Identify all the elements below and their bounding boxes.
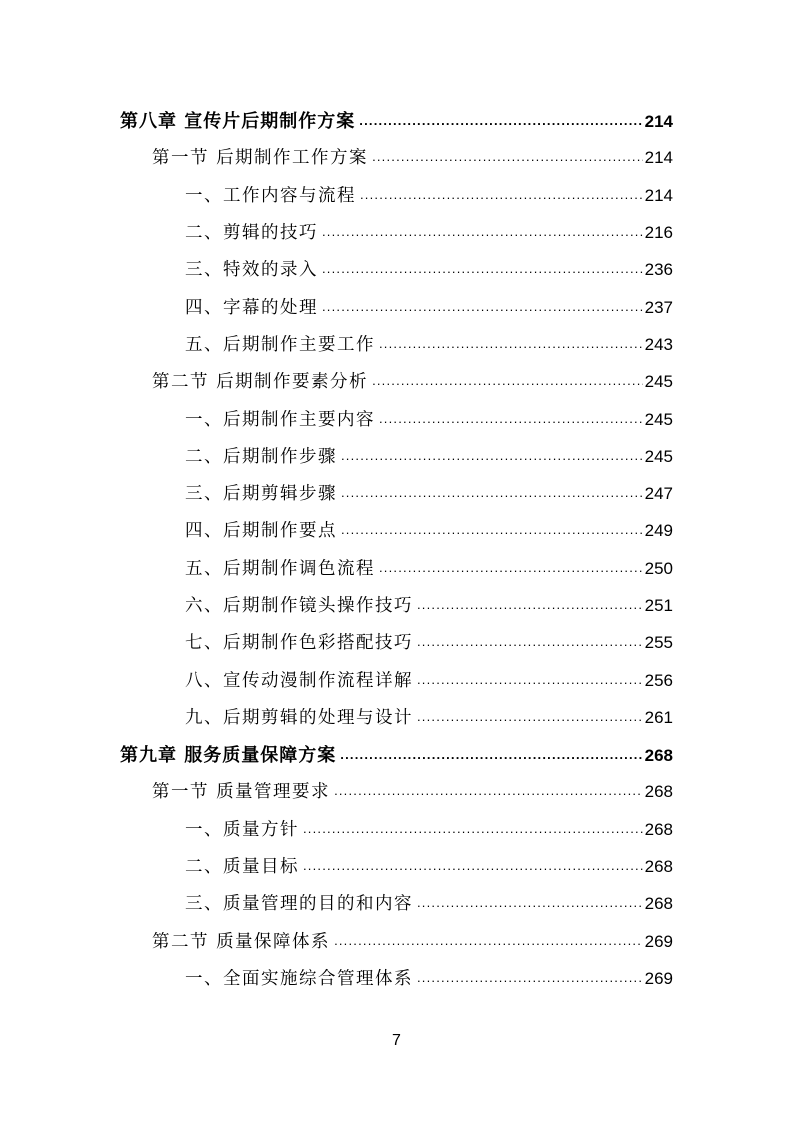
toc-entry-label: 四、后期制作要点	[185, 521, 337, 542]
dot-leader	[417, 597, 643, 612]
toc-entry-item[interactable]	[0, 847, 793, 884]
toc-entry-label: 第八章 宣传片后期制作方案	[120, 110, 356, 132]
dot-leader	[322, 224, 643, 239]
dot-leader	[417, 672, 643, 687]
toc-entry-label: 一、全面实施综合管理体系	[185, 968, 413, 989]
toc-entry-item[interactable]	[0, 213, 793, 250]
toc-entry-page: 237	[644, 297, 673, 317]
toc-entry-section[interactable]	[0, 362, 793, 399]
toc-entry-label: 八、宣传动漫制作流程详解	[185, 670, 413, 691]
dot-leader	[417, 709, 643, 724]
toc-entry-section[interactable]	[0, 772, 793, 809]
toc-entry-page: 251	[644, 596, 673, 615]
table-of-contents	[0, 101, 793, 996]
toc-entry-item[interactable]	[0, 325, 793, 362]
toc-entry-page: 245	[644, 446, 673, 466]
toc-entry-item[interactable]	[0, 549, 793, 586]
toc-entry-item[interactable]	[0, 250, 793, 287]
toc-entry-label: 一、工作内容与流程	[185, 185, 356, 206]
toc-entry-item[interactable]	[0, 287, 793, 324]
toc-entry-page: 250	[644, 558, 673, 578]
toc-entry-page: 245	[644, 409, 673, 429]
toc-entry-page: 245	[644, 372, 673, 392]
dot-leader	[303, 858, 643, 873]
toc-entry-item[interactable]	[0, 698, 793, 735]
toc-entry-item[interactable]	[0, 623, 793, 660]
toc-entry-label: 第一节 质量管理要求	[152, 782, 331, 803]
toc-entry-label: 第一节 后期制作工作方案	[152, 148, 369, 169]
toc-entry-item[interactable]	[0, 810, 793, 847]
dot-leader	[322, 261, 643, 276]
toc-entry-page: 214	[644, 111, 673, 131]
toc-entry-label: 六、后期制作镜头操作技巧	[185, 596, 413, 616]
toc-entry-item[interactable]	[0, 176, 793, 213]
dot-leader	[334, 783, 643, 798]
toc-entry-label: 三、特效的录入	[185, 260, 318, 281]
toc-entry-label: 二、后期制作步骤	[185, 446, 337, 467]
toc-entry-label: 五、后期制作主要工作	[185, 334, 375, 355]
toc-entry-page: 214	[644, 185, 673, 205]
toc-entry-page: 268	[644, 745, 673, 765]
dot-leader	[322, 299, 643, 314]
toc-entry-label: 二、质量目标	[185, 857, 299, 878]
toc-entry-page: 214	[644, 148, 673, 168]
toc-entry-label: 三、后期剪辑步骤	[185, 484, 337, 505]
toc-entry-section[interactable]	[0, 138, 793, 175]
toc-entry-page: 249	[644, 521, 673, 541]
toc-entry-item[interactable]	[0, 511, 793, 548]
toc-entry-page: 269	[644, 931, 673, 951]
toc-entry-page: 255	[644, 633, 673, 653]
toc-entry-label: 二、剪辑的技巧	[185, 223, 318, 244]
toc-entry-page: 236	[644, 260, 673, 280]
toc-entry-item[interactable]	[0, 474, 793, 511]
dot-leader	[379, 336, 643, 351]
toc-entry-item[interactable]	[0, 586, 793, 623]
toc-entry-page: 269	[644, 968, 673, 988]
toc-entry-item[interactable]	[0, 399, 793, 436]
toc-entry-item[interactable]	[0, 884, 793, 921]
toc-entry-label: 第九章 服务质量保障方案	[120, 744, 337, 766]
dot-leader	[303, 821, 643, 836]
toc-entry-label: 四、字幕的处理	[185, 297, 318, 318]
toc-entry-page: 256	[644, 670, 673, 690]
toc-entry-page: 268	[644, 857, 673, 877]
toc-entry-chapter-8[interactable]	[0, 101, 793, 138]
dot-leader	[372, 373, 643, 388]
toc-entry-page: 243	[644, 334, 673, 354]
toc-entry-page: 268	[644, 894, 673, 914]
dot-leader	[341, 522, 643, 537]
dot-leader	[379, 560, 643, 575]
toc-entry-chapter-9[interactable]	[0, 735, 793, 772]
dot-leader	[341, 485, 643, 500]
toc-entry-item[interactable]	[0, 660, 793, 697]
dot-leader	[417, 634, 643, 649]
dot-leader	[334, 933, 643, 948]
toc-entry-label: 第二节 后期制作要素分析	[152, 372, 369, 393]
toc-entry-label: 一、后期制作主要内容	[185, 409, 375, 430]
dot-leader	[372, 149, 643, 164]
dot-leader	[360, 187, 643, 202]
dot-leader	[341, 448, 643, 463]
toc-entry-page: 268	[644, 782, 673, 802]
dot-leader	[417, 895, 643, 910]
toc-entry-page: 247	[644, 484, 673, 504]
page-number: 7	[392, 1032, 401, 1049]
toc-entry-label: 七、后期制作色彩搭配技巧	[185, 633, 413, 654]
toc-entry-section[interactable]	[0, 922, 793, 959]
dot-leader	[340, 747, 642, 762]
toc-entry-item[interactable]	[0, 437, 793, 474]
dot-leader	[359, 113, 642, 128]
dot-leader	[417, 970, 643, 985]
toc-entry-label: 九、后期剪辑的处理与设计	[185, 707, 413, 728]
toc-entry-page: 261	[644, 707, 673, 727]
toc-entry-label: 第二节 质量保障体系	[152, 931, 331, 952]
toc-entry-label: 一、质量方针	[185, 819, 299, 840]
toc-entry-page: 268	[644, 819, 673, 839]
dot-leader	[379, 411, 643, 426]
toc-entry-item[interactable]	[0, 959, 793, 996]
toc-entry-label: 三、质量管理的目的和内容	[185, 894, 413, 915]
toc-entry-page: 216	[644, 223, 673, 243]
toc-entry-label: 五、后期制作调色流程	[185, 558, 375, 579]
